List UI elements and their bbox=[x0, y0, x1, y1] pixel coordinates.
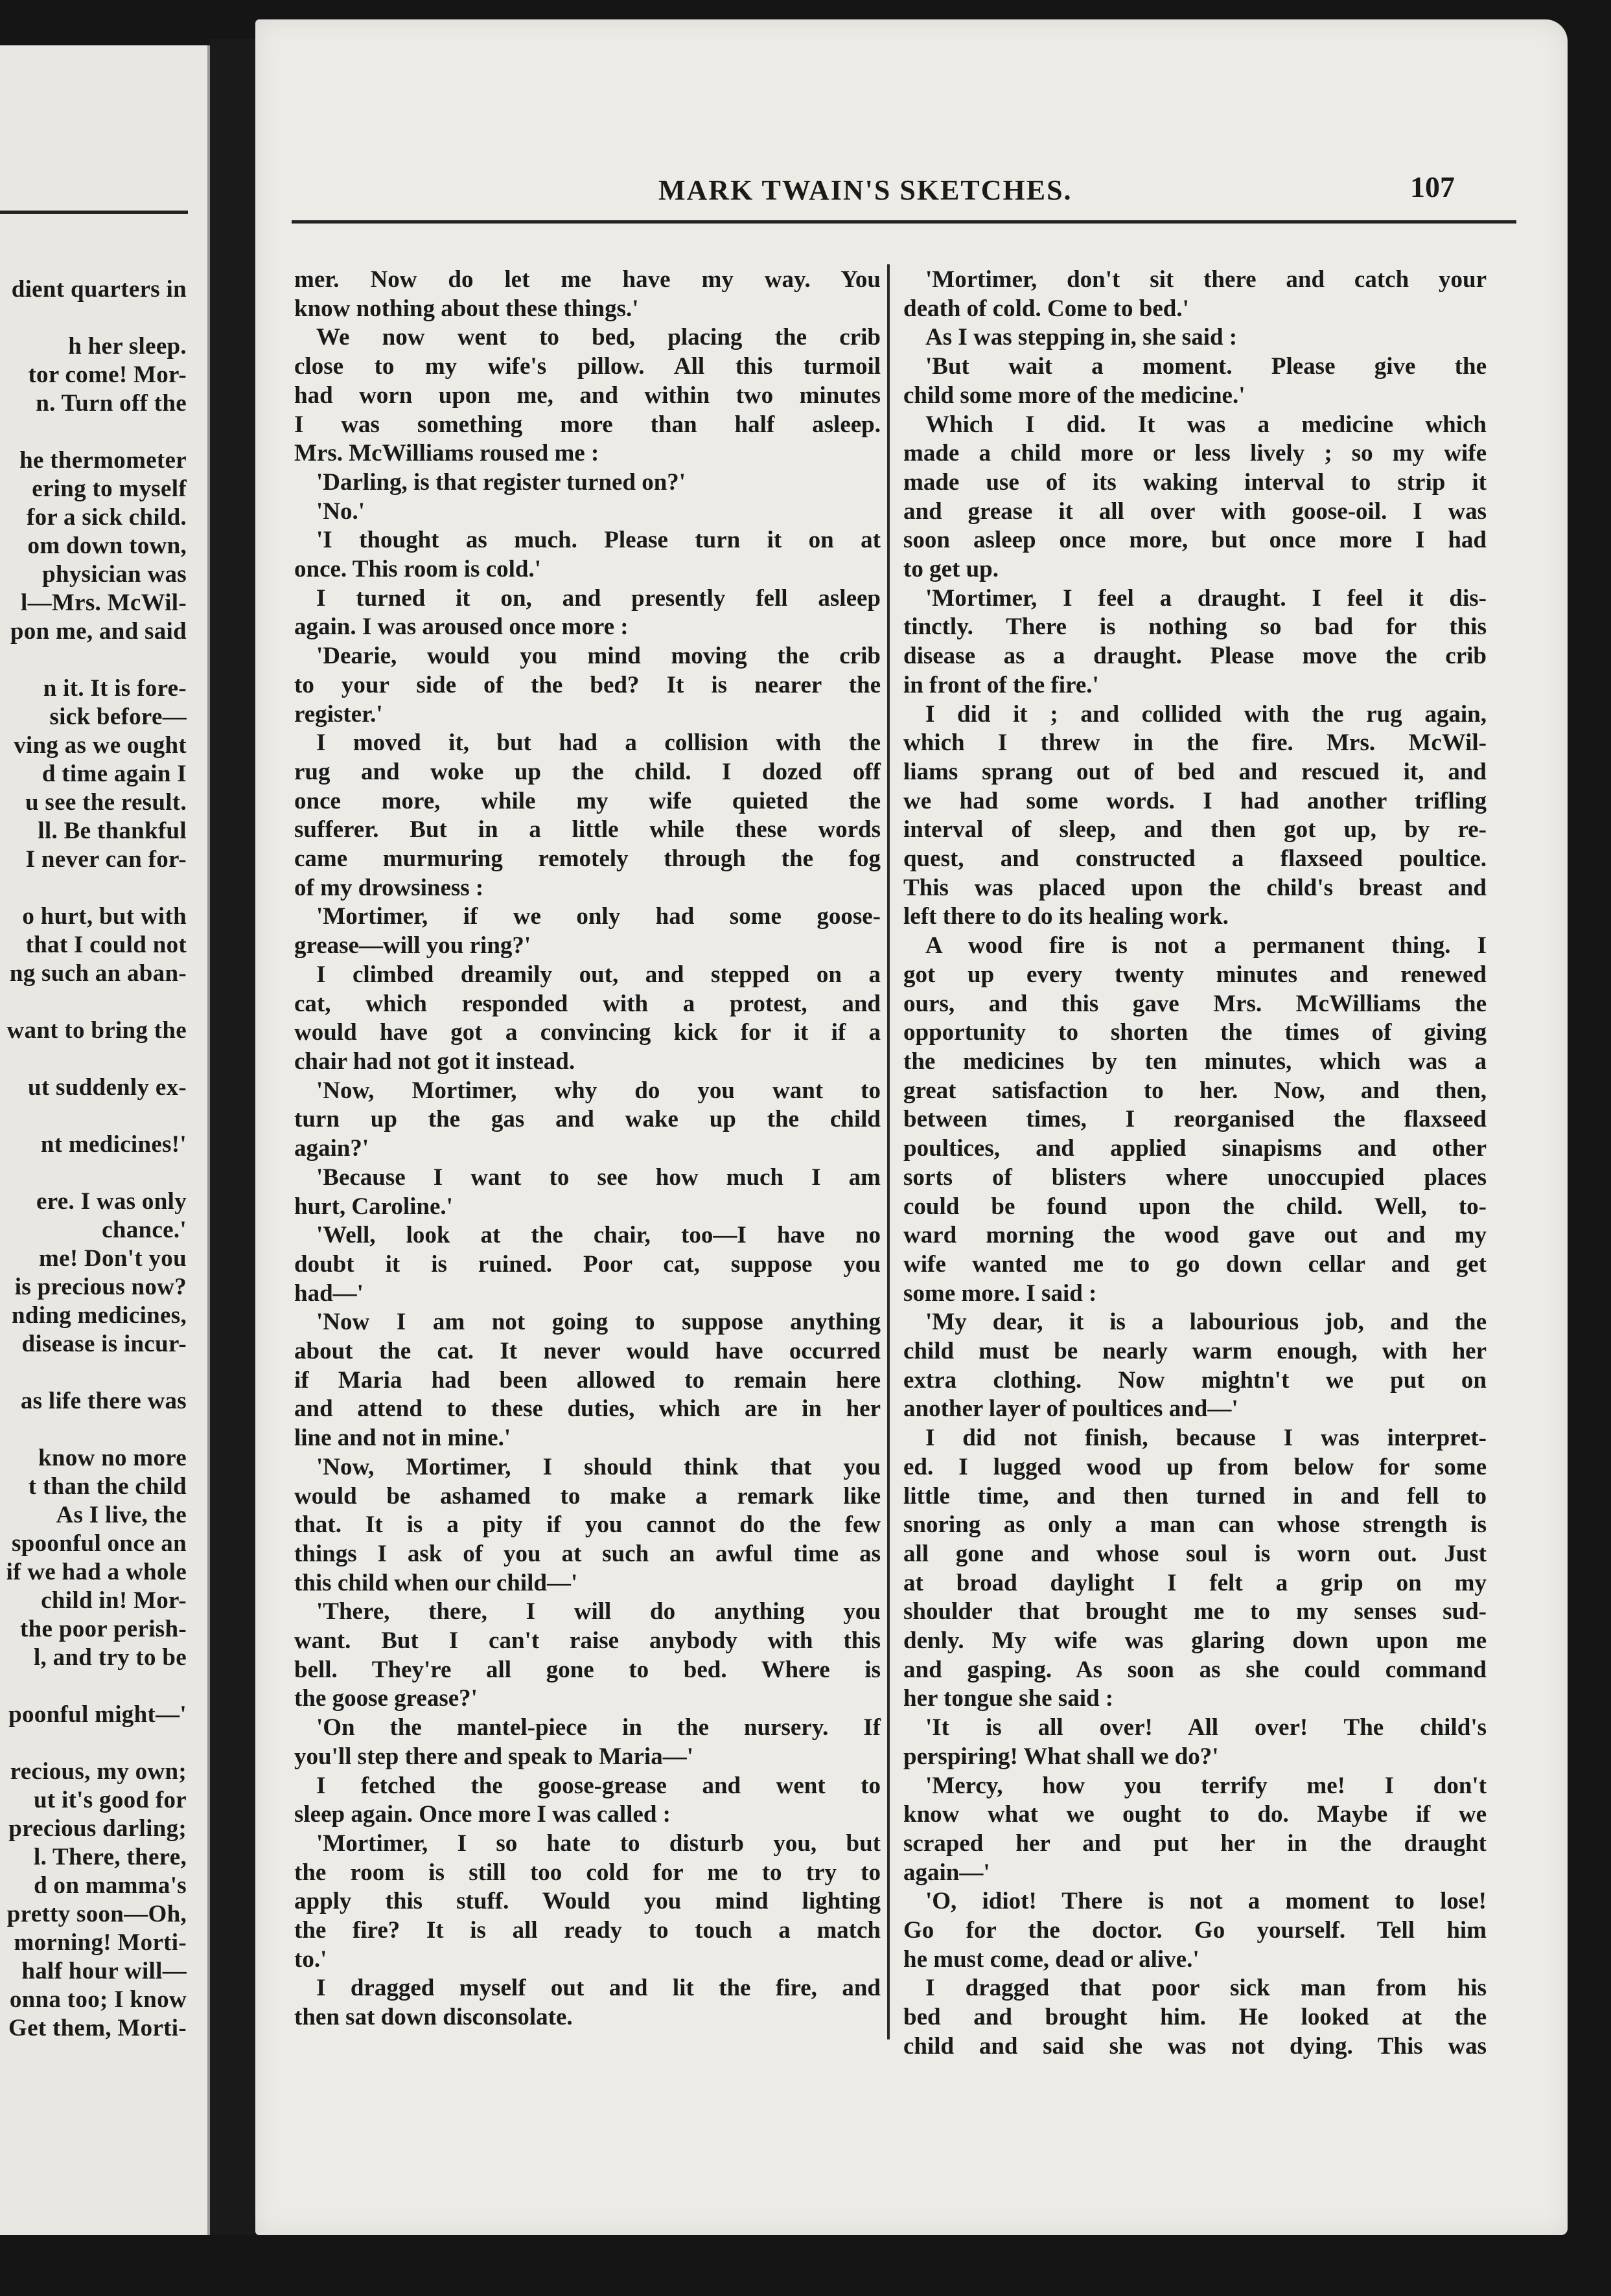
left-page-line: as life there was bbox=[20, 1388, 187, 1414]
header-rule bbox=[292, 220, 1516, 224]
text-line: another layer of poultices and—' bbox=[903, 1395, 1238, 1423]
text-line: line and not in mine.' bbox=[294, 1425, 511, 1452]
text-column-right bbox=[903, 266, 1487, 2061]
left-page-line bbox=[0, 1359, 187, 1387]
left-page-line: want to bring the bbox=[6, 1017, 187, 1044]
text-line: once more, while my wife quieted the bbox=[294, 787, 881, 814]
text-line: 'Now, Mortimer, why do you want to bbox=[316, 1077, 881, 1104]
left-page-line: chance.' bbox=[102, 1217, 187, 1243]
text-line: would be ashamed to make a remark like bbox=[294, 1482, 881, 1510]
left-page-line: pon me, and said bbox=[10, 618, 187, 645]
left-page-line bbox=[0, 1102, 187, 1131]
text-line: 'Mortimer, I feel a draught. I feel it dis- bbox=[925, 584, 1487, 612]
text-line: apply this stuff. Would you mind lighting bbox=[294, 1888, 881, 1915]
text-line: turn up the gas and wake up the child bbox=[294, 1106, 881, 1133]
text-line: 'No.' bbox=[316, 498, 365, 525]
text-line: 'Mortimer, don't sit there and catch your bbox=[925, 266, 1487, 293]
text-line: doubt it is ruined. Poor cat, suppose you bbox=[294, 1250, 881, 1278]
text-line: know what we ought to do. Maybe if we bbox=[903, 1801, 1487, 1828]
text-line: then sat down disconsolate. bbox=[294, 2004, 573, 2031]
text-line: to your side of the bed? It is nearer the bbox=[294, 671, 881, 698]
text-line: 'Mortimer, if we only had some goose- bbox=[316, 903, 881, 930]
left-page-line: is precious now? bbox=[14, 1274, 187, 1300]
left-page-line: I never can for- bbox=[25, 846, 187, 873]
left-page-line: onna too; I know bbox=[9, 1986, 187, 2013]
text-line: 'There, there, I will do anything you bbox=[316, 1598, 881, 1625]
left-page-line: dient quarters in bbox=[11, 276, 187, 303]
text-line: I was something more than half asleep. bbox=[294, 411, 881, 438]
text-line: would have got a convincing kick for it if a bbox=[294, 1019, 881, 1046]
text-line: once. This room is cold.' bbox=[294, 556, 542, 583]
text-line: sufferer. But in a little while these words bbox=[294, 816, 881, 844]
text-line: denly. My wife was glaring down upon me bbox=[903, 1627, 1487, 1655]
text-line: had—' bbox=[294, 1280, 364, 1307]
text-line: some more. I said : bbox=[903, 1280, 1097, 1307]
left-page-line: morning! Morti- bbox=[14, 1929, 187, 1956]
left-page-line: l—Mrs. McWil- bbox=[21, 590, 187, 616]
text-line: child and said she was not dying. This was bbox=[903, 2032, 1487, 2060]
text-line: Which I did. It was a medicine which bbox=[925, 411, 1487, 438]
left-page-line: he thermometer bbox=[19, 447, 187, 474]
text-line: perspiring! What shall we do?' bbox=[903, 1743, 1219, 1770]
text-line: tinctly. There is nothing so bad for this bbox=[903, 614, 1487, 641]
left-facing-page bbox=[0, 45, 210, 2235]
text-line: I climbed dreamily out, and stepped on a bbox=[316, 961, 881, 988]
text-line: register.' bbox=[294, 700, 383, 728]
text-line: he must come, dead or alive.' bbox=[903, 1946, 1200, 1973]
left-page-line bbox=[0, 874, 187, 902]
text-line: the room is still too cold for me to try to bbox=[294, 1859, 881, 1886]
text-line: ours, and this gave Mrs. McWilliams the bbox=[903, 990, 1487, 1017]
text-line: bed and brought him. He looked at the bbox=[903, 2004, 1487, 2031]
left-page-line: o hurt, but with bbox=[22, 903, 187, 930]
text-line: I dragged myself out and lit the fire, and bbox=[316, 1975, 881, 2002]
text-line: snoring as only a man can whose strength is bbox=[903, 1511, 1487, 1539]
text-line: extra clothing. Now mightn't we put on bbox=[903, 1366, 1487, 1394]
text-line: scraped her and put her in the draught bbox=[903, 1830, 1487, 1857]
text-line: you'll step there and speak to Maria—' bbox=[294, 1743, 693, 1770]
left-page-line: sick before— bbox=[49, 704, 187, 730]
text-line: 'Dearie, would you mind moving the crib bbox=[316, 643, 881, 670]
left-page-line: ving as we ought bbox=[14, 732, 187, 759]
text-line: which I threw in the fire. Mrs. McWil- bbox=[903, 729, 1487, 757]
left-page-line: ut suddenly ex- bbox=[27, 1074, 187, 1101]
text-line: of my drowsiness : bbox=[294, 874, 484, 901]
text-line: things I ask of you at such an awful time as bbox=[294, 1540, 881, 1567]
left-page-line: ut it's good for bbox=[33, 1787, 187, 1813]
text-line: 'It is all over! All over! The child's bbox=[925, 1714, 1487, 1741]
left-page-line: n. Turn off the bbox=[36, 390, 187, 417]
text-line: 'But wait a moment. Please give the bbox=[925, 353, 1487, 380]
text-line: know nothing about these things.' bbox=[294, 295, 639, 322]
text-line: made a child more or less lively ; so my wife bbox=[903, 440, 1487, 467]
text-line: again. I was aroused once more : bbox=[294, 614, 629, 641]
text-line: her tongue she said : bbox=[903, 1685, 1114, 1712]
text-line: I did it ; and collided with the rug again, bbox=[925, 700, 1487, 728]
text-line: quest, and constructed a flaxseed poultice. bbox=[903, 845, 1487, 873]
left-page-line: that I could not bbox=[25, 932, 187, 958]
left-page-line: me! Don't you bbox=[39, 1245, 187, 1272]
left-page-line bbox=[0, 1729, 187, 1758]
text-line: the medicines by ten minutes, which was a bbox=[903, 1048, 1487, 1075]
text-line: close to my wife's pillow. All this turmoil bbox=[294, 353, 881, 380]
text-line: wife wanted me to go down cellar and get bbox=[903, 1250, 1487, 1278]
left-page-line: t than the child bbox=[28, 1473, 187, 1500]
text-line: 'Now I am not going to suppose anything bbox=[316, 1309, 881, 1336]
text-line: 'Because I want to see how much I am bbox=[316, 1164, 881, 1191]
text-line: shoulder that brought me to my senses sud- bbox=[903, 1598, 1487, 1625]
text-line: hurt, Caroline.' bbox=[294, 1193, 453, 1220]
text-line: if Maria had been allowed to remain here bbox=[294, 1366, 881, 1394]
text-line: sorts of blisters where unoccupied places bbox=[903, 1164, 1487, 1191]
left-page-line: l, and try to be bbox=[33, 1644, 187, 1671]
text-line: I fetched the goose-grease and went to bbox=[316, 1772, 881, 1799]
text-line: about the cat. It never would have occurred bbox=[294, 1338, 881, 1365]
left-page-line bbox=[0, 1045, 187, 1073]
text-line: I moved it, but had a collision with the bbox=[316, 729, 881, 757]
text-line: 'Darling, is that register turned on?' bbox=[316, 468, 686, 496]
text-line: liams sprang out of bed and rescued it, and bbox=[903, 758, 1487, 785]
left-page-line: recious, my own; bbox=[10, 1758, 187, 1785]
text-line: I did not finish, because I was interpret- bbox=[925, 1425, 1487, 1452]
left-page-line: half hour will— bbox=[21, 1958, 187, 1984]
text-line: the fire? It is all ready to touch a match bbox=[294, 1917, 881, 1944]
left-page-line: precious darling; bbox=[8, 1815, 187, 1842]
text-line: again?' bbox=[294, 1135, 369, 1162]
text-line: ed. I lugged wood up from below for some bbox=[903, 1453, 1487, 1480]
left-page-line: poonful might—' bbox=[8, 1701, 187, 1728]
left-page-line bbox=[0, 1159, 187, 1188]
left-page-line: disease is incur- bbox=[21, 1331, 187, 1357]
text-line: 'Well, look at the chair, too—I have no bbox=[316, 1222, 881, 1249]
left-page-line bbox=[0, 418, 187, 446]
text-line: little time, and then turned in and fell to bbox=[903, 1482, 1487, 1510]
text-line: 'Now, Mortimer, I should think that you bbox=[316, 1453, 881, 1480]
text-line: 'On the mantel-piece in the nursery. If bbox=[316, 1714, 881, 1741]
text-line: between times, I reorganised the flaxseed bbox=[903, 1106, 1487, 1133]
left-page-line: Get them, Morti- bbox=[8, 2015, 187, 2041]
text-line: As I was stepping in, she said : bbox=[925, 324, 1238, 351]
text-line: to.' bbox=[294, 1946, 327, 1973]
text-line: to get up. bbox=[903, 556, 999, 583]
left-page-line: h her sleep. bbox=[68, 333, 187, 360]
left-page-line bbox=[0, 988, 187, 1016]
column-divider bbox=[887, 264, 890, 2039]
left-page-line bbox=[0, 304, 187, 332]
text-line: disease as a draught. Please move the crib bbox=[903, 643, 1487, 670]
text-line: This was placed upon the child's breast and bbox=[903, 874, 1487, 901]
left-page-line: tor come! Mor- bbox=[28, 362, 187, 388]
text-line: child some more of the medicine.' bbox=[903, 382, 1246, 409]
text-line: poultices, and applied sinapisms and other bbox=[903, 1135, 1487, 1162]
left-page-text bbox=[0, 275, 187, 2043]
text-line: soon asleep once more, but once more I had bbox=[903, 527, 1487, 554]
text-line: Go for the doctor. Go yourself. Tell him bbox=[903, 1917, 1487, 1944]
right-page bbox=[255, 19, 1568, 2235]
text-line: made use of its waking interval to strip it bbox=[903, 468, 1487, 496]
text-line: got up every twenty minutes and renewed bbox=[903, 961, 1487, 988]
left-page-line: d time again I bbox=[41, 761, 187, 787]
left-page-line: d on mamma's bbox=[34, 1872, 187, 1899]
page-number: 107 bbox=[1410, 170, 1455, 203]
text-line: 'O, idiot! There is not a moment to lose! bbox=[925, 1888, 1487, 1915]
text-line: great satisfaction to her. Now, and then, bbox=[903, 1077, 1487, 1104]
running-head: MARK TWAIN'S SKETCHES. bbox=[658, 174, 1072, 206]
left-page-line: physician was bbox=[42, 561, 187, 588]
text-line: rug and woke up the child. I dozed off bbox=[294, 758, 881, 785]
text-line: 'Mercy, how you terrify me! I don't bbox=[925, 1772, 1487, 1799]
text-line: 'My dear, it is a labourious job, and the bbox=[925, 1309, 1487, 1336]
left-page-line: om down town, bbox=[27, 533, 187, 559]
text-line: opportunity to shorten the times of giving bbox=[903, 1019, 1487, 1046]
text-line: left there to do its healing work. bbox=[903, 903, 1229, 930]
left-page-line: if we had a whole bbox=[6, 1559, 187, 1585]
text-line: and gasping. As soon as she could command bbox=[903, 1656, 1487, 1683]
text-line: mer. Now do let me have my way. You bbox=[294, 266, 881, 293]
text-line: want. But I can't raise anybody with this bbox=[294, 1627, 881, 1655]
text-line: and grease it all over with goose-oil. I was bbox=[903, 498, 1487, 525]
left-page-line bbox=[0, 646, 187, 674]
left-page-line: spoonful once an bbox=[11, 1530, 187, 1557]
left-page-line: nding medicines, bbox=[11, 1302, 187, 1329]
text-line: could be found upon the child. Well, to- bbox=[903, 1193, 1487, 1220]
text-line: I turned it on, and presently fell asleep bbox=[316, 584, 881, 612]
text-line: all gone and whose soul is worn out. Just bbox=[903, 1540, 1487, 1567]
left-page-line bbox=[0, 1672, 187, 1701]
text-column-left bbox=[294, 266, 881, 2032]
left-page-line: ll. Be thankful bbox=[38, 818, 187, 844]
left-page-line: l. There, there, bbox=[33, 1844, 187, 1870]
text-line: sleep again. Once more I was called : bbox=[294, 1801, 671, 1828]
left-page-line: the poor perish- bbox=[20, 1616, 187, 1642]
text-line: that. It is a pity if you cannot do the few bbox=[294, 1511, 881, 1539]
left-page-line: ere. I was only bbox=[36, 1188, 187, 1215]
text-line: 'I thought as much. Please turn it on at bbox=[316, 527, 881, 554]
text-line: this child when our child—' bbox=[294, 1569, 578, 1596]
left-page-line: As I live, the bbox=[56, 1502, 187, 1528]
left-page-line: know no more bbox=[38, 1445, 187, 1471]
text-line: chair had not got it instead. bbox=[294, 1048, 575, 1075]
text-line: grease—will you ring?' bbox=[294, 932, 531, 959]
text-line: we had some words. I had another trifling bbox=[903, 787, 1487, 814]
left-page-line bbox=[0, 1416, 187, 1444]
left-page-line: n it. It is fore- bbox=[43, 675, 187, 702]
left-page-line: u see the result. bbox=[25, 789, 187, 816]
text-line: had worn upon me, and within two minutes bbox=[294, 382, 881, 409]
text-line: Mrs. McWilliams roused me : bbox=[294, 440, 599, 467]
text-line: bell. They're all gone to bed. Where is bbox=[294, 1656, 881, 1683]
text-line: and attend to these duties, which are in her bbox=[294, 1395, 881, 1423]
text-line: cat, which responded with a protest, and bbox=[294, 990, 881, 1017]
text-line: I dragged that poor sick man from his bbox=[925, 1975, 1487, 2002]
text-line: interval of sleep, and then got up, by re- bbox=[903, 816, 1487, 844]
left-page-line: ng such an aban- bbox=[9, 960, 187, 987]
text-line: at broad daylight I felt a grip on my bbox=[903, 1569, 1487, 1596]
text-line: death of cold. Come to bed.' bbox=[903, 295, 1189, 322]
left-page-line: pretty soon—Oh, bbox=[6, 1901, 187, 1927]
left-page-line: nt medicines!' bbox=[40, 1131, 187, 1158]
left-page-line: for a sick child. bbox=[27, 504, 187, 531]
text-line: in front of the fire.' bbox=[903, 671, 1099, 698]
text-line: We now went to bed, placing the crib bbox=[316, 324, 881, 351]
text-line: ward morning the wood gave out and my bbox=[903, 1222, 1487, 1249]
text-line: A wood fire is not a permanent thing. I bbox=[925, 932, 1487, 959]
left-page-line: ering to myself bbox=[32, 476, 187, 502]
book-gutter bbox=[210, 39, 255, 2235]
left-page-rule bbox=[0, 211, 188, 214]
text-line: again—' bbox=[903, 1859, 990, 1886]
text-line: 'Mortimer, I so hate to disturb you, but bbox=[316, 1830, 881, 1857]
text-line: child must be nearly warm enough, with her bbox=[903, 1338, 1487, 1365]
text-line: came murmuring remotely through the fog bbox=[294, 845, 881, 873]
left-page-line: child in! Mor- bbox=[41, 1587, 187, 1614]
text-line: the goose grease?' bbox=[294, 1685, 478, 1712]
